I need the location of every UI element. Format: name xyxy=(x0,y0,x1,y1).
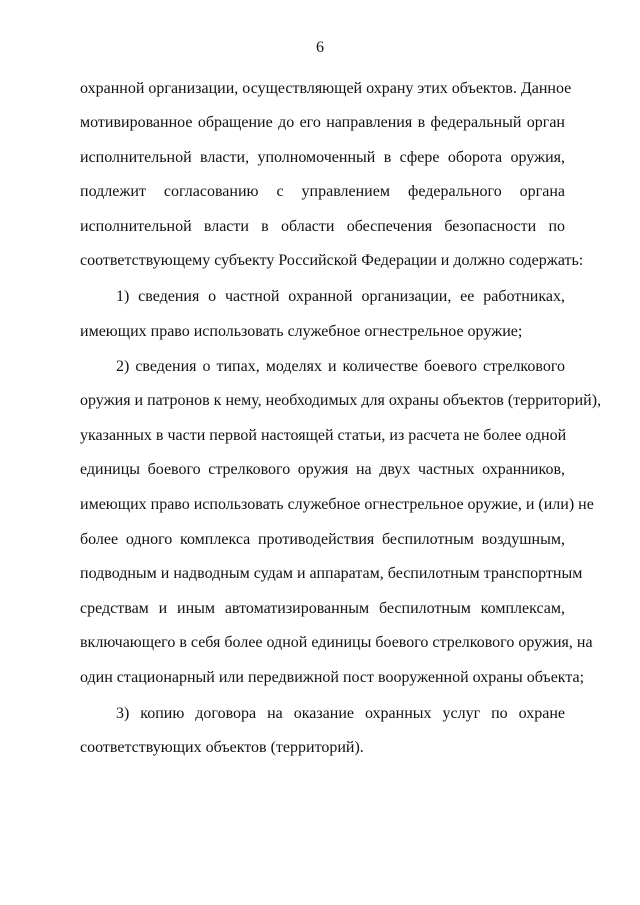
paragraph-3-line-10: один стационарный или передвижной пост вооруженной охраны объекта; xyxy=(80,669,585,686)
paragraph-3-line-3: указанных в части первой настоящей статьи, из расчета не более одной xyxy=(80,427,567,444)
paragraph-1-line-5: исполнительной власти в области обеспечения безопасности по xyxy=(80,218,565,235)
paragraph-2-line-2: имеющих право использовать служебное огнестрельное оружие; xyxy=(80,323,523,340)
page-number: 6 xyxy=(316,39,324,56)
paragraph-3-line-2: оружия и патронов к нему, необходимых для охраны объектов (территорий), xyxy=(80,392,602,409)
paragraph-2-line-1: 1) сведения о частной охранной организации, ее работниках, xyxy=(116,288,565,305)
paragraph-3-line-5: имеющих право использовать служебное огнестрельное оружие, и (или) не xyxy=(80,496,594,513)
paragraph-3-line-4: единицы боевого стрелкового оружия на двух частных охранников, xyxy=(80,461,565,478)
paragraph-3-line-8: средствам и иным автоматизированным беспилотным комплексам, xyxy=(80,600,565,617)
paragraph-1-line-4: подлежит согласованию с управлением федерального органа xyxy=(80,183,565,200)
paragraph-3-line-9: включающего в себя более одной единицы боевого стрелкового оружия, на xyxy=(80,634,593,651)
paragraph-3-line-1: 2) сведения о типах, моделях и количестве боевого стрелкового xyxy=(116,358,565,375)
paragraph-4-line-1: 3) копию договора на оказание охранных услуг по охране xyxy=(116,705,565,722)
paragraph-3-line-6: более одного комплекса противодействия беспилотным воздушным, xyxy=(80,531,565,548)
paragraph-1-line-3: исполнительной власти, уполномоченный в сфере оборота оружия, xyxy=(80,149,565,166)
paragraph-1-line-1: охранной организации, осуществляющей охрану этих объектов. Данное xyxy=(80,80,572,97)
paragraph-4-line-2: соответствующих объектов (территорий). xyxy=(80,739,364,756)
paragraph-3-line-7: подводным и надводным судам и аппаратам, беспилотным транспортным xyxy=(80,565,583,582)
paragraph-1-line-6: соответствующему субъекту Российской Федерации и должно содержать: xyxy=(80,252,584,269)
paragraph-1-line-2: мотивированное обращение до его направления в федеральный орган xyxy=(80,114,565,131)
